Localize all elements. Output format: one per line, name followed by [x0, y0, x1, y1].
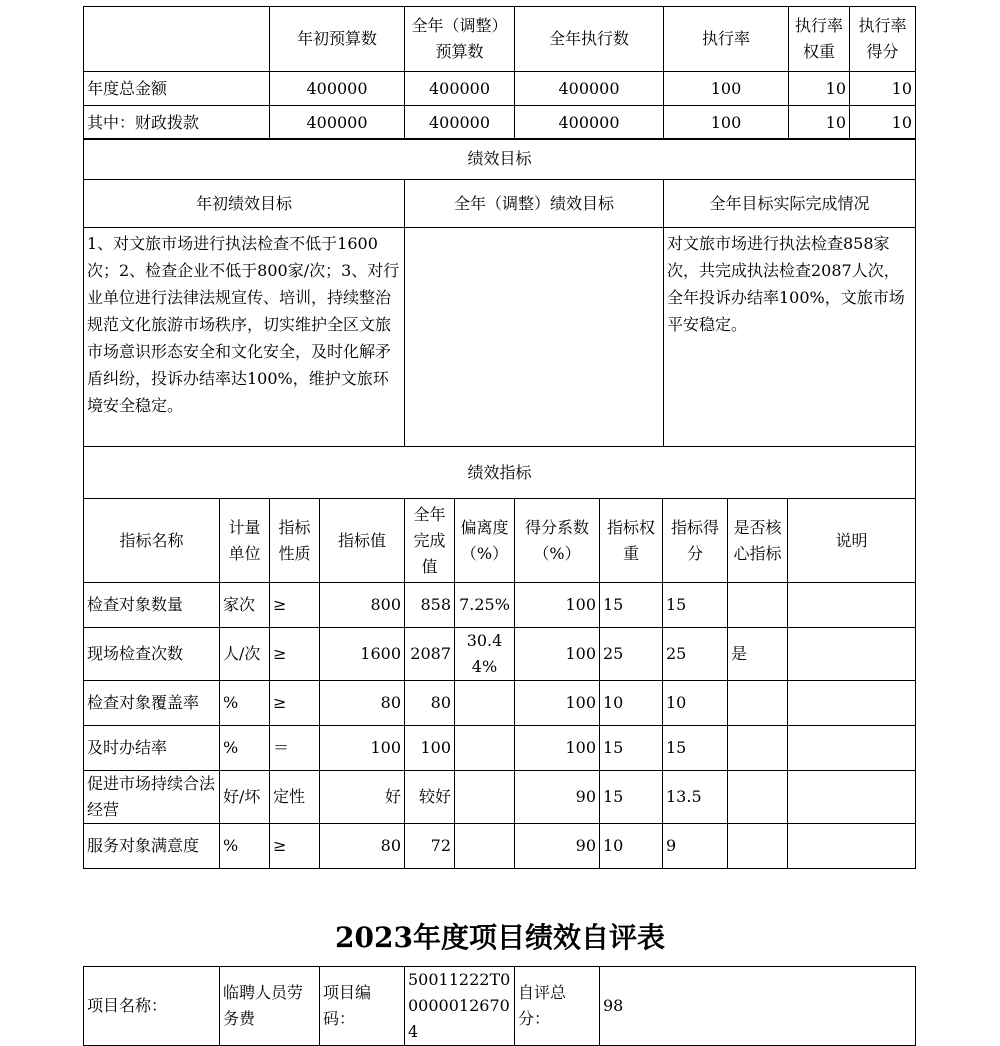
indicator-cell: ≥	[270, 824, 320, 869]
project-name-label: 项目名称：	[84, 967, 220, 1046]
indicator-cell: 800	[320, 583, 405, 628]
indicator-row	[84, 771, 916, 824]
indicator-cell: 15	[663, 583, 728, 628]
budget-row	[84, 72, 916, 106]
indicator-name: 检查对象数量	[84, 583, 220, 628]
indicator-cell: 家次	[220, 583, 270, 628]
indicator-cell	[728, 726, 788, 771]
goals-header-actual: 全年目标实际完成情况	[664, 180, 916, 228]
indicator-cell: 9	[663, 824, 728, 869]
budget-header-corner	[84, 7, 270, 72]
indicator-cell: 25	[663, 628, 728, 681]
ind-header-core: 是否核心指标	[728, 499, 788, 583]
indicator-cell: 15	[600, 583, 663, 628]
indicator-cell: ≥	[270, 628, 320, 681]
ind-header-score: 指标得分	[663, 499, 728, 583]
ind-header-name: 指标名称	[84, 499, 220, 583]
project-name-value: 临聘人员劳务费	[220, 967, 320, 1046]
indicator-cell: %	[220, 824, 270, 869]
ind-header-target: 指标值	[320, 499, 405, 583]
indicator-cell: 较好	[405, 771, 455, 824]
indicator-cell: 100	[515, 681, 600, 726]
budget-header-executed: 全年执行数	[515, 7, 664, 72]
indicator-row	[84, 726, 916, 771]
budget-header-rate: 执行率	[664, 7, 789, 72]
indicator-cell	[455, 681, 515, 726]
indicator-row	[84, 583, 916, 628]
goals-table	[83, 138, 916, 447]
indicator-cell: 100	[515, 583, 600, 628]
goals-initial-text: 1、对文旅市场进行执法检查不低于1600次；2、检查企业不低于800家/次；3、对行业单位进行法律法规宣传、培训，持续整治规范文化旅游市场秩序，切实维护全区文旅市场意识形态安全和文化安全，及时化解矛盾纠纷，投诉办结率达100%，维护文旅环境安全稳定。	[84, 228, 405, 447]
indicator-cell: 25	[600, 628, 663, 681]
budget-row-label: 年度总金额	[84, 72, 270, 106]
goals-section-title: 绩效目标	[84, 139, 916, 180]
indicator-cell: 13.5	[663, 771, 728, 824]
budget-cell: 400000	[405, 72, 515, 106]
indicator-cell: 7.25%	[455, 583, 515, 628]
indicator-cell: 90	[515, 824, 600, 869]
indicator-cell	[788, 726, 916, 771]
budget-cell: 400000	[515, 106, 664, 140]
ind-header-note: 说明	[788, 499, 916, 583]
budget-header-adjusted: 全年（调整）预算数	[405, 7, 515, 72]
indicator-row	[84, 681, 916, 726]
indicator-cell: 100	[515, 628, 600, 681]
indicator-cell: 定性	[270, 771, 320, 824]
indicator-cell: 100	[405, 726, 455, 771]
indicator-cell: 2087	[405, 628, 455, 681]
indicator-cell: ≥	[270, 681, 320, 726]
indicator-cell: 72	[405, 824, 455, 869]
goals-adjusted-text	[405, 228, 664, 447]
budget-cell: 100	[664, 72, 789, 106]
budget-cell: 10	[789, 72, 850, 106]
indicator-cell	[788, 628, 916, 681]
indicator-cell	[728, 824, 788, 869]
budget-cell: 100	[664, 106, 789, 140]
ind-header-unit: 计量单位	[220, 499, 270, 583]
indicator-cell: 15	[663, 726, 728, 771]
indicator-cell: 10	[663, 681, 728, 726]
indicator-cell: 100	[320, 726, 405, 771]
budget-cell: 10	[850, 106, 916, 140]
indicator-cell: ≥	[270, 583, 320, 628]
ind-header-coefficient: 得分系数（%）	[515, 499, 600, 583]
indicator-cell: 好	[320, 771, 405, 824]
ind-header-nature: 指标性质	[270, 499, 320, 583]
indicator-cell: 858	[405, 583, 455, 628]
budget-cell: 400000	[270, 106, 405, 140]
indicator-cell	[788, 583, 916, 628]
budget-header-row	[84, 7, 916, 72]
ind-header-actual: 全年完成值	[405, 499, 455, 583]
indicator-cell	[455, 771, 515, 824]
indicator-cell: ＝	[270, 726, 320, 771]
budget-row-label: 其中：财政拨款	[84, 106, 270, 140]
goals-actual-text: 对文旅市场进行执法检查858家次，共完成执法检查2087人次，全年投诉办结率100%，文旅市场平安稳定。	[664, 228, 916, 447]
indicator-cell	[788, 681, 916, 726]
indicators-table	[83, 446, 916, 869]
budget-cell: 400000	[270, 72, 405, 106]
project-score-value: 98	[600, 967, 916, 1046]
project-info-table	[83, 966, 916, 1046]
project-code-label: 项目编码：	[320, 967, 405, 1046]
project-code-value: 50011222T000000126704	[405, 967, 515, 1046]
indicator-row	[84, 824, 916, 869]
budget-cell: 10	[789, 106, 850, 140]
indicator-cell: %	[220, 681, 270, 726]
indicator-cell	[728, 583, 788, 628]
indicator-row	[84, 628, 916, 681]
indicator-cell: 80	[320, 824, 405, 869]
indicator-cell: 100	[515, 726, 600, 771]
document-title: 2023年度项目绩效自评表	[335, 921, 665, 954]
indicator-name: 促进市场持续合法经营	[84, 771, 220, 824]
indicators-header-row	[84, 499, 916, 583]
indicators-section-title: 绩效指标	[84, 447, 916, 499]
indicator-cell	[728, 771, 788, 824]
indicator-name: 服务对象满意度	[84, 824, 220, 869]
budget-cell: 400000	[515, 72, 664, 106]
ind-header-weight: 指标权重	[600, 499, 663, 583]
indicator-cell: 10	[600, 824, 663, 869]
budget-header-weight: 执行率权重	[789, 7, 850, 72]
indicator-name: 检查对象覆盖率	[84, 681, 220, 726]
budget-cell: 400000	[405, 106, 515, 140]
indicator-cell	[788, 771, 916, 824]
indicator-cell	[728, 681, 788, 726]
indicator-cell: 30.44%	[455, 628, 515, 681]
budget-table	[83, 6, 916, 140]
indicator-cell: 15	[600, 771, 663, 824]
project-score-label: 自评总分：	[515, 967, 600, 1046]
indicator-cell: 人/次	[220, 628, 270, 681]
indicator-name: 及时办结率	[84, 726, 220, 771]
indicator-cell: 1600	[320, 628, 405, 681]
goals-header-initial: 年初绩效目标	[84, 180, 405, 228]
goals-header-adjusted: 全年（调整）绩效目标	[405, 180, 664, 228]
indicator-cell: 好/坏	[220, 771, 270, 824]
budget-header-initial: 年初预算数	[270, 7, 405, 72]
budget-row	[84, 106, 916, 140]
ind-header-deviation: 偏离度（%）	[455, 499, 515, 583]
indicator-cell: 15	[600, 726, 663, 771]
indicator-cell: 80	[320, 681, 405, 726]
indicator-cell	[455, 824, 515, 869]
budget-header-score: 执行率得分	[850, 7, 916, 72]
budget-cell: 10	[850, 72, 916, 106]
indicator-cell	[788, 824, 916, 869]
indicator-cell: %	[220, 726, 270, 771]
indicator-cell: 10	[600, 681, 663, 726]
indicator-cell: 90	[515, 771, 600, 824]
indicator-name: 现场检查次数	[84, 628, 220, 681]
indicator-cell: 80	[405, 681, 455, 726]
indicator-cell: 是	[728, 628, 788, 681]
indicator-cell	[455, 726, 515, 771]
